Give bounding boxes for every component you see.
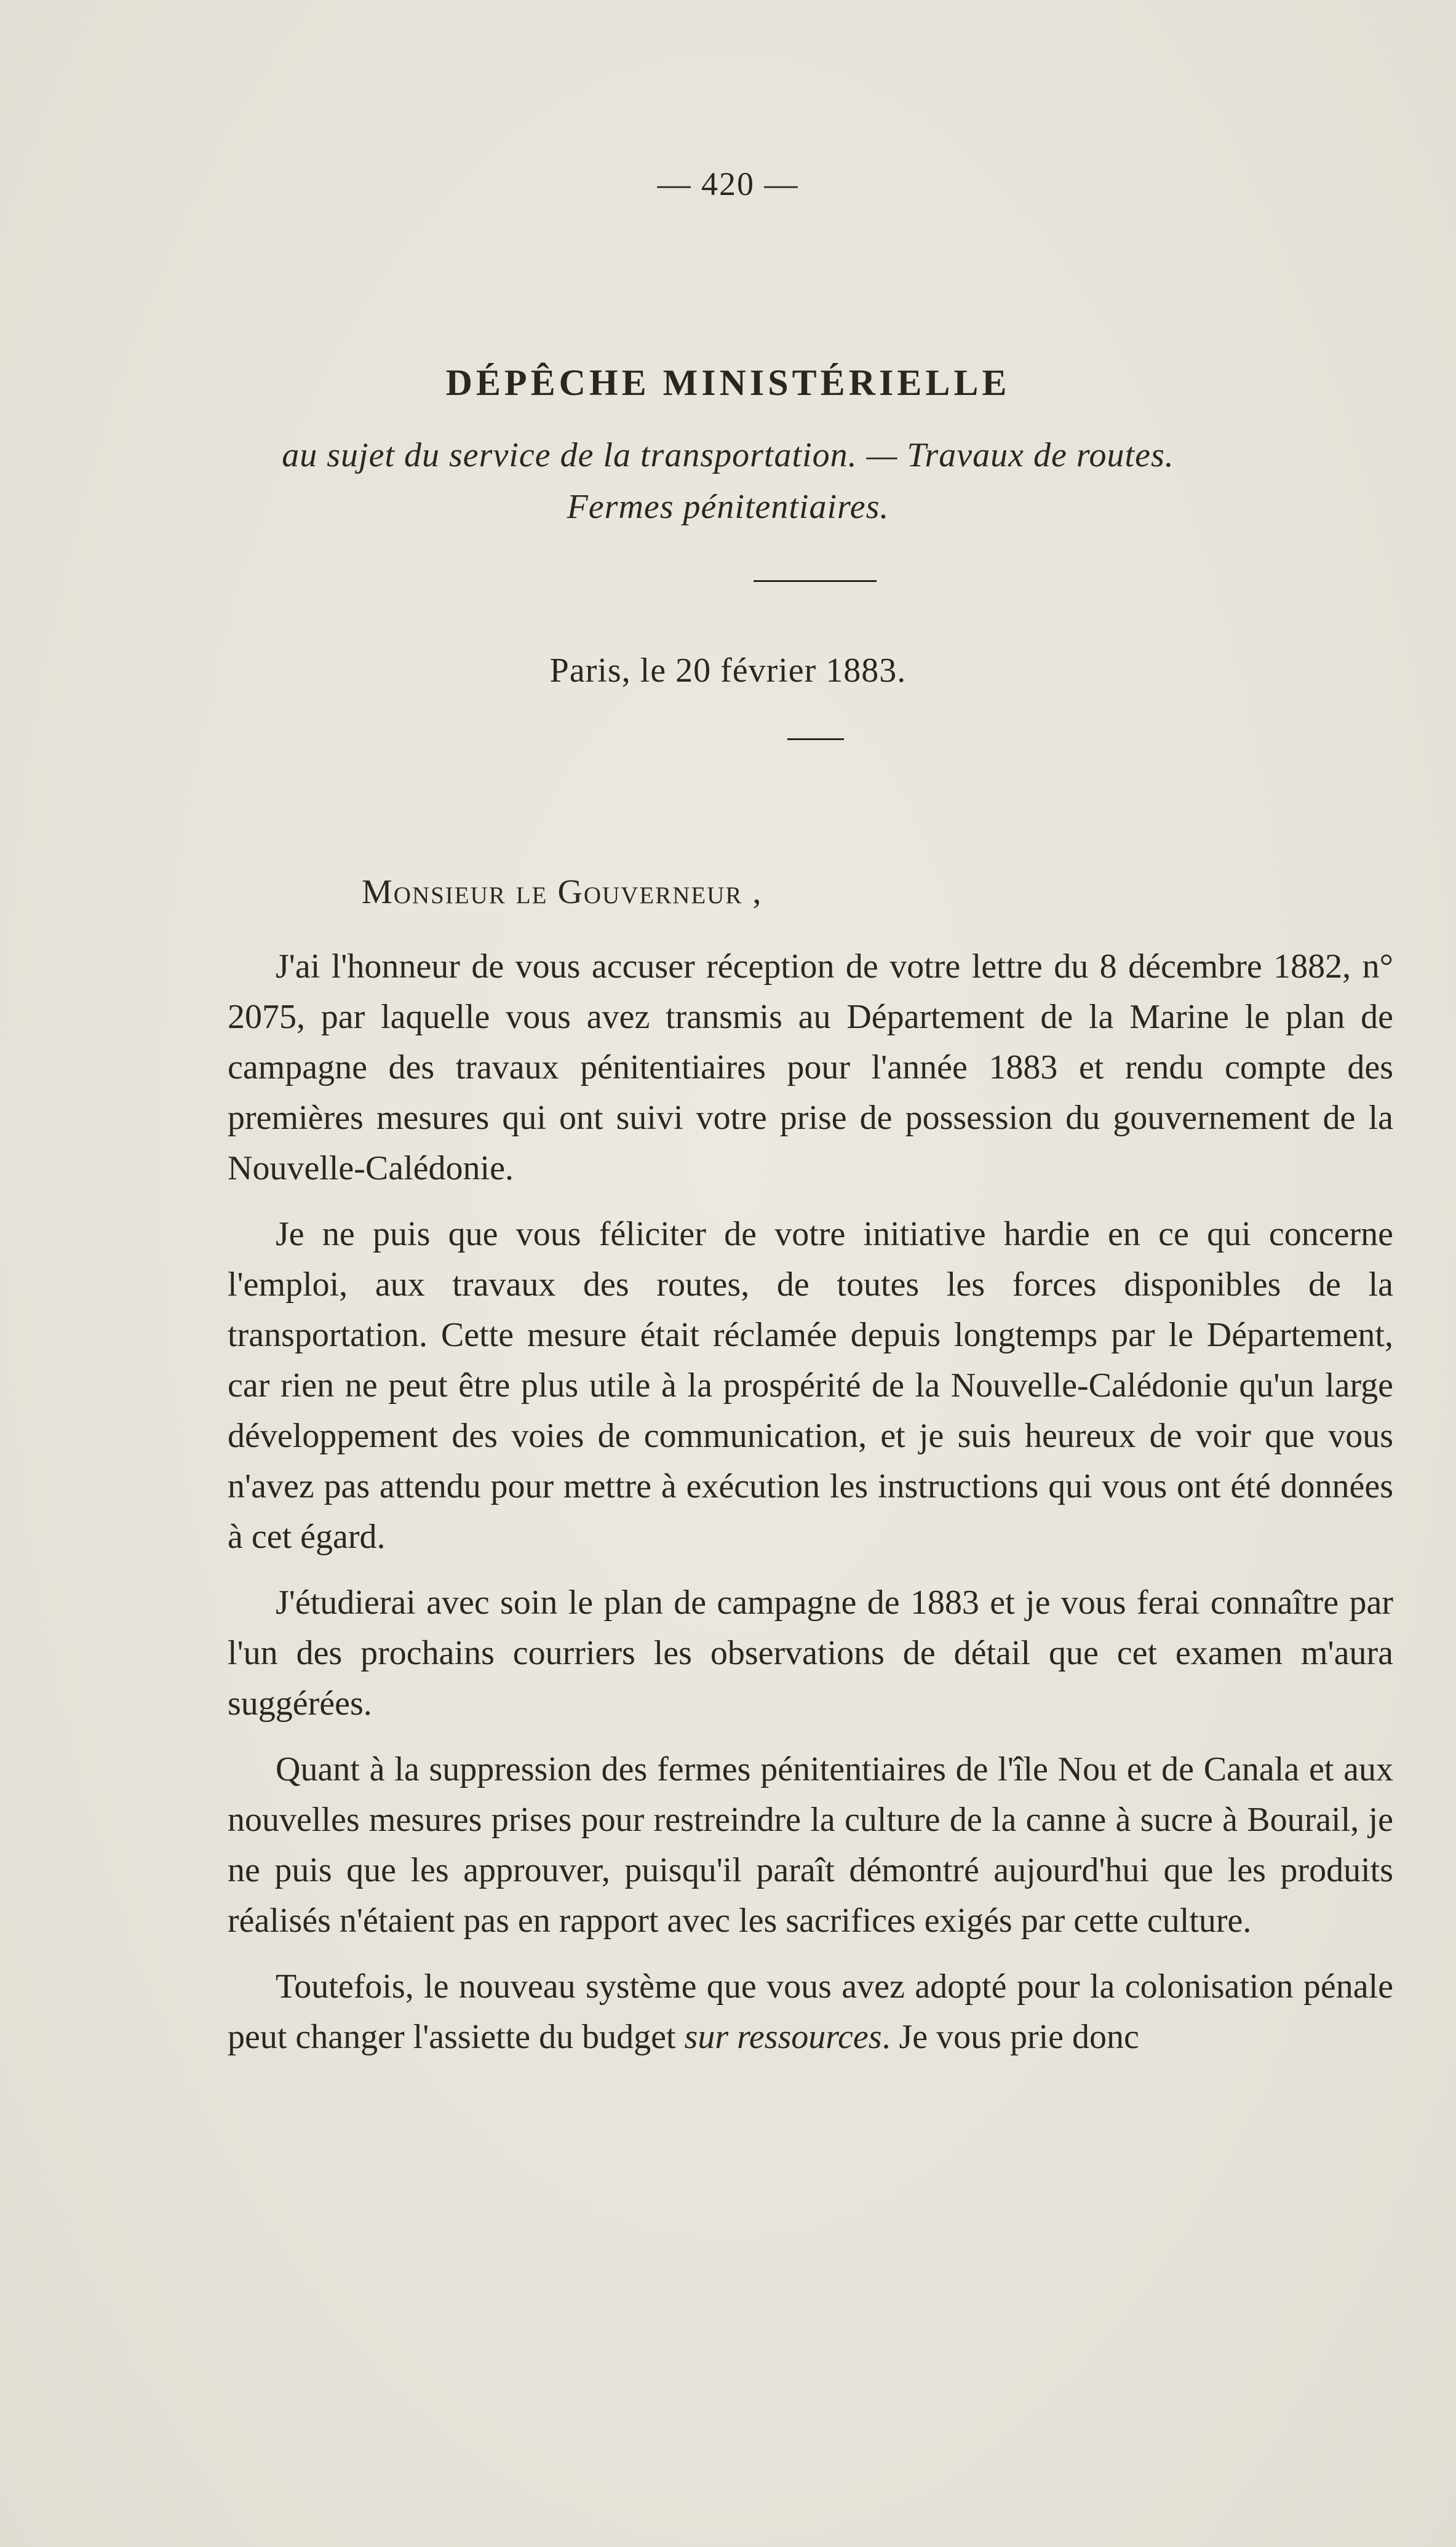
document-subtitle-line-1: au sujet du service de la transportation. — Travaux de routes.: [282, 436, 1174, 474]
paragraph: J'ai l'honneur de vous accuser réception de votre lettre du 8 décembre 1882, n° 2075, par laquelle vous avez transmis au Département de la Marine le plan de campagne des travaux pénitentiaires pour l'année 1883 et rendu compte des premières mesures qui ont suivi votre prise de possession du gouvernement de la Nouvelle-Calédonie.: [228, 947, 1393, 1187]
salutation: Monsieur le Gouverneur ,: [362, 873, 763, 911]
paragraph-last-text-start: Toutefois, le nouveau système que vous avez adopté pour la colonisation pénale peut changer l'assiette du budget: [228, 1967, 1393, 2056]
document-title: DÉPÊCHE MINISTÉRIELLE: [445, 362, 1011, 403]
document-subtitle-line-2: Fermes pénitentiaires.: [567, 488, 889, 526]
paragraph: J'étudierai avec soin le plan de campagne de 1883 et je vous ferai connaître par l'un des prochains courriers les observations de détail que cet examen m'aura suggérées.: [228, 1584, 1393, 1723]
paragraph-last: [228, 1961, 1393, 2062]
emphasis-sur-ressources: sur ressources: [684, 2018, 882, 2056]
page-number: — 420 —: [657, 165, 799, 202]
dateline: Paris, le 20 février 1883.: [549, 652, 907, 690]
paragraph: Je ne puis que vous féliciter de votre initiative hardie en ce qui concerne l'emploi, aux travaux des routes, de toutes les forces disponibles de la transportation. Cette mesure était réclamée depuis longtemps par le Département, car rien ne peut être plus utile à la prospérité de la Nouvelle-Calédonie qu'un large développement des voies de communication, et je suis heureux de voir que vous n'avez pas attendu pour mettre à exécution les instructions qui vous ont été données à cet égard.: [228, 1215, 1393, 1556]
paragraph: Quant à la suppression des fermes pénitentiaires de l'île Nou et de Canala et aux nouvelles mesures prises pour restreindre la culture de la canne à sucre à Bourail, je ne puis que les approuver, puisqu'il paraît démontré aujourd'hui que les produits réalisés n'étaient pas en rapport avec les sacrifices exigés par cette culture.: [228, 1750, 1393, 1940]
paragraph-last-text-end: . Je vous prie donc: [881, 2018, 1139, 2056]
dateline-divider: [787, 738, 844, 740]
letter-body: [228, 941, 1393, 2078]
title-divider: [754, 580, 877, 582]
